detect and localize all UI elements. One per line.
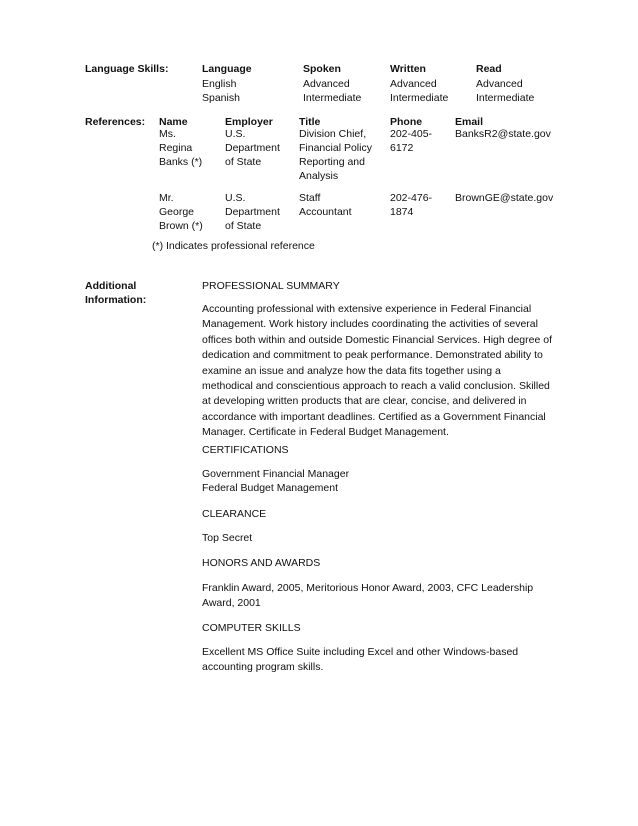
- reference-title-line: Staff: [299, 192, 321, 204]
- read-header: Read: [476, 63, 502, 75]
- reference-employer-line: U.S.: [225, 128, 246, 140]
- additional-info-label: [85, 279, 146, 307]
- reference-email-link[interactable]: BanksR2@state.gov: [455, 128, 551, 140]
- reference-phone-line: 202-405-: [390, 128, 433, 140]
- reference-title-line: Financial Policy: [299, 142, 372, 154]
- reference-name: [159, 191, 203, 233]
- phone-header: Phone: [390, 116, 423, 128]
- reference-name-line: Regina: [159, 142, 193, 154]
- spoken-cell: Advanced: [303, 78, 350, 90]
- reference-phone: [390, 127, 432, 155]
- reference-employer-line: Department: [225, 206, 280, 218]
- reference-name: [159, 127, 202, 169]
- additional-label-line: Additional: [85, 280, 137, 292]
- written-cell: Intermediate: [390, 92, 449, 104]
- email-header: Email: [455, 116, 484, 128]
- read-cell: Intermediate: [476, 92, 535, 104]
- reference-employer-line: U.S.: [225, 192, 246, 204]
- reference-title-line: Analysis: [299, 170, 339, 182]
- reference-title: [299, 127, 372, 183]
- reference-note: (*) Indicates professional reference: [152, 240, 315, 252]
- reference-title-line: Division Chief,: [299, 128, 367, 140]
- language-skills-label: Language Skills:: [85, 63, 169, 75]
- reference-title-line: Accountant: [299, 206, 352, 218]
- reference-phone-line: 6172: [390, 142, 414, 154]
- reference-phone-line: 202-476-: [390, 192, 433, 204]
- employer-header: Employer: [225, 116, 273, 128]
- certification-item: Federal Budget Management: [202, 482, 339, 494]
- reference-employer-line: of State: [225, 220, 262, 232]
- reference-employer-line: of State: [225, 156, 262, 168]
- summary-paragraph: Accounting professional with extensive experience in Federal Financial Management. Work history includes coordinating the activities of several offices both within and outside Domestic Financial Services. High degree of dedication and commitment to peak performance. Demonstrated ability to examine an issue and analyze how the data fits together using a methodical and conscientious approach to reach a valid conclusion. Skilled at developing written products that are clear, concise, and delivered in accordance with important deadlines. Certified as a Government Financial Manager. Certificate in Federal Budget Management.: [202, 303, 552, 439]
- language-cell: Spanish: [202, 92, 240, 104]
- reference-phone-line: 1874: [390, 206, 414, 218]
- additional-label-line: Information:: [85, 294, 147, 306]
- written-header: Written: [390, 63, 426, 75]
- reference-employer: [225, 127, 280, 169]
- reference-name-line: Ms.: [159, 128, 176, 140]
- summary-heading: PROFESSIONAL SUMMARY: [202, 280, 340, 292]
- certifications-list: [202, 467, 349, 495]
- reference-employer: [225, 191, 280, 233]
- computer-skills-heading: COMPUTER SKILLS: [202, 622, 301, 634]
- reference-title: [299, 191, 352, 219]
- title-header: Title: [299, 116, 321, 128]
- read-cell: Advanced: [476, 78, 523, 90]
- honors-heading: HONORS AND AWARDS: [202, 557, 321, 569]
- reference-employer-line: Department: [225, 142, 280, 154]
- reference-name-line: Mr.: [159, 192, 174, 204]
- language-cell: English: [202, 78, 237, 90]
- reference-phone: [390, 191, 432, 219]
- honors-paragraph: Franklin Award, 2005, Meritorious Honor Award, 2003, CFC Leadership Award, 2001: [202, 582, 534, 609]
- written-cell: Advanced: [390, 78, 437, 90]
- certifications-heading: CERTIFICATIONS: [202, 444, 289, 456]
- computer-skills-paragraph: Excellent MS Office Suite including Excel and other Windows-based accounting program skills.: [202, 646, 519, 673]
- reference-name-line: Banks (*): [159, 156, 203, 168]
- clearance-heading: CLEARANCE: [202, 508, 267, 520]
- reference-email-link[interactable]: BrownGE@state.gov: [455, 192, 554, 204]
- references-label: References:: [85, 116, 146, 128]
- spoken-header: Spoken: [303, 63, 341, 75]
- clearance-value: Top Secret: [202, 532, 253, 544]
- reference-title-line: Reporting and: [299, 156, 365, 168]
- language-header: Language: [202, 63, 252, 75]
- reference-name-line: Brown (*): [159, 220, 203, 232]
- spoken-cell: Intermediate: [303, 92, 362, 104]
- reference-name-line: George: [159, 206, 195, 218]
- name-header: Name: [159, 116, 188, 128]
- certification-item: Government Financial Manager: [202, 468, 350, 480]
